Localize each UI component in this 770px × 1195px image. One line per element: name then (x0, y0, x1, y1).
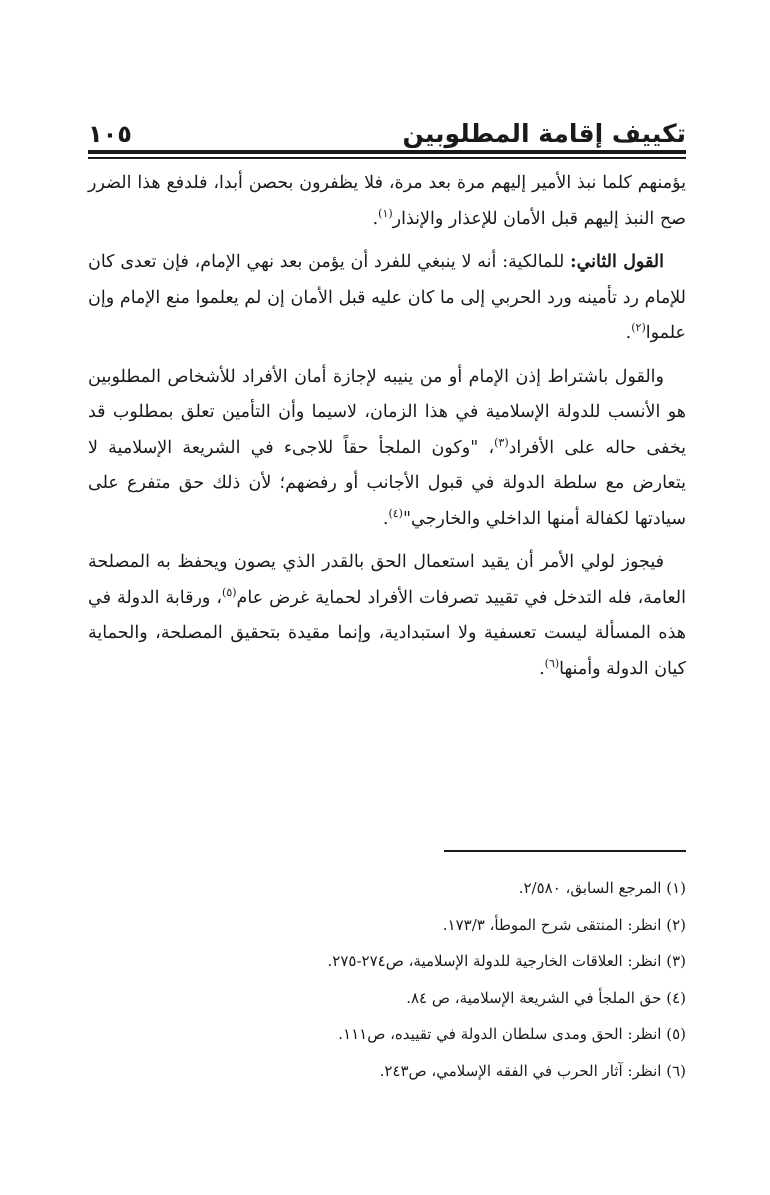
footnote-4: (٤) حق الملجأ في الشريعة الإسلامية، ص ٨٤. (406, 988, 686, 1007)
footnote-6: (٦) انظر: آثار الحرب في الفقه الإسلامي، ص٢٤٣. (379, 1061, 686, 1080)
footnote-1: (١) المرجع السابق، ٢/٥٨٠. (518, 879, 686, 897)
footnote-ref-3: (٣) (494, 435, 509, 449)
running-title: تكييف إقامة المطلوبين (402, 119, 686, 148)
page-number: ١٠٥ (88, 120, 132, 148)
footnote-ref-1: (١) (378, 206, 393, 220)
footnotes (88, 870, 686, 1089)
header-rule-thin (88, 157, 686, 159)
header-rule-thick (88, 150, 686, 154)
footnote-2: (٢) انظر: المنتقى شرح الموطأ، ١٧٣/٣. (442, 915, 686, 934)
paragraph-4-tail: . (539, 658, 545, 679)
footnote-3: (٣) انظر: العلاقات الخارجية للدولة الإسلامية، ص٢٧٤-٢٧٥. (327, 952, 686, 970)
footnote-ref-2: (٢) (631, 321, 646, 335)
paragraph-3 (88, 360, 686, 538)
paragraph-4-mid: ، ورقابة الدولة في هذه المسألة ليست تعسفية ولا استبدادية، وإنما مقيدة بتحقيق المصلحة، والحماية كيان الدولة وأمنها (88, 587, 686, 679)
footnote-ref-4: (٤) (388, 506, 403, 520)
paragraph-1-tail: . (372, 208, 379, 229)
footnote-ref-6: (٦) (544, 656, 560, 670)
paragraph-3-tail: . (382, 508, 389, 529)
page-header (88, 108, 686, 148)
footnote-ref-5: (٥) (222, 585, 237, 599)
footnote-separator (444, 850, 686, 852)
paragraph-3-text: والقول باشتراط إذن الإمام أو من ينيبه لإجازة أمان الأفراد للأشخاص المطلوبين هو الأنسب للدولة الإسلامية في هذا الزمان، لاسيما وأن التأمين تعلق بمطلوب قد يخفى حاله على الأفراد (88, 366, 687, 458)
paragraph-3-mid: ، "وكون الملجأ حقاً للاجىء في الشريعة الإسلامية لا يتعارض مع سلطة الدولة في قبول الأجانب أو رفضهم؛ لأن ذلك حق متفرع على سيادتها لكفالة أمنها الداخلي والخارجي" (88, 437, 686, 529)
paragraph-1 (88, 166, 686, 237)
paragraph-2 (88, 245, 686, 352)
paragraph-4 (88, 545, 686, 687)
paragraph-2-tail: . (625, 323, 632, 343)
paragraph-2-lead: القول الثاني: (570, 252, 664, 272)
paragraph-2-text: للمالكية: أنه لا ينبغي للفرد أن يؤمن بعد نهي الإمام، فإن تعدى كان للإمام رد تأمينه ورد الحربي إلى ما كان عليه قبل الأمان إن لم يعلموا منع الإمام وإن علموا (88, 252, 686, 343)
body-text (88, 166, 686, 695)
footnote-5: (٥) انظر: الحق ومدى سلطان الدولة في تقييده، ص١١١. (338, 1025, 686, 1043)
paragraph-1-text: يؤمنهم كلما نبذ الأمير إليهم مرة بعد مرة، فلا يظفرون بحصن أبدا، فلدفع هذا الضرر صح النبذ إليهم قبل الأمان للإعذار والإنذار (88, 173, 686, 229)
paragraph-4-text: فيجوز لولي الأمر أن يقيد استعمال الحق بالقدر الذي يصون ويحفظ به المصلحة العامة، فله التدخل في تقييد تصرفات الأفراد لحماية غرض عام (88, 552, 686, 608)
